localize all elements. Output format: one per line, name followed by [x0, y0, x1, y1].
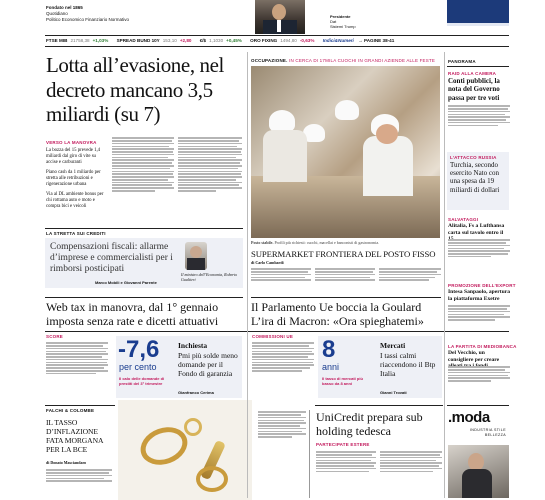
- lead-bullet-2[interactable]: Piano cash da 1 miliardo per stretta alle retribuzioni e rigenerazione urbana: [46, 170, 101, 187]
- chef-hat-3: [335, 100, 359, 120]
- credit-body: [46, 341, 108, 405]
- ticker-gold-name: ORO FIXING: [250, 38, 278, 43]
- credit-desc: Il calo delle domande di prestiti del 3° trimestre: [119, 376, 165, 386]
- sidebar-title-4[interactable]: Intesa Sanpaolo, apertura la piattaforma Exetre: [448, 289, 511, 302]
- sidebar-box-turchia[interactable]: [447, 152, 509, 210]
- model-body: [462, 469, 492, 498]
- supermarket-author: di Carlo Cambardi: [251, 260, 284, 265]
- brand-box-stripe: [447, 23, 509, 26]
- ticker-ftse-value: 21758,38: [70, 38, 90, 43]
- ticker-eur-name: €/$: [199, 38, 207, 43]
- unicredit-body-1: [316, 450, 376, 498]
- founded-text: Fondato nel 1865: [46, 5, 83, 10]
- supermarket-headline[interactable]: SUPERMARKET FRONTIERA DEL POSTO FISSO: [251, 249, 436, 259]
- chef-hat-1: [269, 110, 295, 132]
- commissions-body: [252, 341, 314, 401]
- ticker-gold-change: -0,63%: [299, 38, 315, 43]
- credit-box[interactable]: [116, 336, 242, 398]
- sidebar-title-2[interactable]: Turchia, secondo esercito Nato con una spesa da 19 miliardi di dollari: [450, 161, 500, 194]
- stretta-authors: Marco Mobili e Giovanni Parente: [95, 280, 157, 285]
- commissions-unit: anni: [322, 362, 340, 372]
- sidebar-title-1[interactable]: Conti pubblici, la nota del Governo passa per tre voti: [448, 77, 500, 102]
- moda-sub: INDUSTRIA STILE BELLEZZA: [469, 428, 506, 437]
- jewelry-ad: [118, 400, 252, 500]
- minister-suit: [187, 258, 205, 270]
- credit-author: Gianfranco Cerima: [178, 390, 214, 395]
- sidebar-kicker-5: LA PARTITA DI MEDIOBANCA: [448, 344, 517, 349]
- minister-face: [190, 246, 202, 258]
- falchi-headline[interactable]: IL TASSO D’INFLAZIONE FATA MORGANA PER LA BCE: [46, 418, 103, 454]
- minister-caption: Il ministro dell’Economia, Roberto Gualtieri: [181, 272, 238, 282]
- sidebar-kicker-4: PROMOZIONE DELL’EXPORT: [448, 283, 516, 288]
- ticker-spread-name: SPREAD BUND 10Y: [116, 38, 160, 43]
- sidebar-section: PANORAMA: [448, 59, 476, 64]
- ticker-ftse-change: +1,03%: [92, 38, 109, 43]
- vertical-ad-strip: [258, 410, 310, 498]
- chefs-photo: [251, 66, 440, 238]
- credit-kicker: SCORE: [46, 334, 64, 339]
- lead-body-col1: [112, 136, 174, 222]
- credit-head: Inchiesta: [178, 341, 208, 350]
- sidebar-body-3: [448, 238, 510, 278]
- sidebar-kicker-1: RAID ALLA CAMERA: [448, 71, 497, 76]
- sidebar-kicker-3: SALVATAGGI: [448, 217, 479, 222]
- chef-body-2: [263, 130, 307, 182]
- commissions-head: Mercati: [380, 341, 406, 350]
- photo-caption-text: Profili più richiesti: cuochi, macellai e banconisti di gastronomia.: [274, 240, 380, 245]
- shirt-shape: [277, 20, 281, 32]
- stretta-kicker: LA STRETTA SUI CREDITI: [46, 231, 106, 236]
- lead-bullets: [46, 148, 106, 210]
- face-shape: [272, 4, 286, 20]
- ticker-gold-value: 1494,80: [280, 38, 297, 43]
- masthead-portrait: [255, 0, 305, 34]
- unicredit-kicker: PARTECIPATE ESTERE: [316, 442, 370, 447]
- commissions-desc: Il tasso di mercati più basso da 8 anni: [322, 376, 363, 386]
- falchi-body: [46, 468, 112, 498]
- unicredit-headline[interactable]: UniCredit prepara sub holding tedesca: [316, 410, 423, 438]
- sidebar-title-5[interactable]: Del Vecchio, un consigliere per creare: [448, 350, 500, 363]
- gold-small-ring-shape: [184, 418, 202, 436]
- paper-type: Quotidiano: [46, 11, 68, 16]
- lead-headline[interactable]: Lotta all’evasione, nel decreto mancano 3,5 miliardi (su 7): [46, 53, 224, 126]
- moda-logo[interactable]: .moda: [448, 409, 490, 426]
- lead-bullet-3[interactable]: Via al DL ambiente bonus per chi rottama auto e moto e compra bici e veicoli: [46, 192, 104, 209]
- president-name: Dat: [330, 19, 337, 24]
- ticker-eur-change: +0,45%: [226, 38, 242, 43]
- indices-link[interactable]: Indici&Numeri: [322, 38, 354, 43]
- photo-caption: Posto stabile. Profili più richiesti: cuochi, macellai e banconisti di gastronomia.: [251, 240, 380, 245]
- paper-subtitle: Politico Economico Finanziario Normativo: [46, 17, 130, 22]
- ticker-eur-value: 1,1030: [209, 38, 224, 43]
- commissions-kicker: COMMISSIONI UE: [252, 334, 294, 339]
- falchi-author: di Donato Masciandaro: [46, 460, 87, 465]
- chef-face: [376, 124, 398, 144]
- gold-chain-shape: [196, 466, 228, 492]
- brand-box: [447, 0, 509, 26]
- stretta-box[interactable]: [45, 238, 243, 288]
- parliament-headline[interactable]: Il Parlamento Ue boccia la Goulard L’ira di Macron: «Ora spieghatemi»: [251, 300, 424, 328]
- strip-body: [258, 410, 306, 498]
- credit-unit: per cento: [119, 362, 157, 372]
- falchi-kicker: FALCHI & COLOMBE: [46, 408, 95, 413]
- commissions-box[interactable]: [318, 336, 442, 398]
- masthead-info: [46, 5, 206, 23]
- supermarket-body-1: [251, 267, 311, 297]
- photo-kicker: [251, 58, 441, 63]
- commissions-big-number: 8: [322, 336, 336, 363]
- ticker-spread-value: 153,10: [162, 38, 177, 43]
- credit-big-number: -7,6: [118, 336, 160, 363]
- stretta-headline[interactable]: Compensazioni fiscali: allarme d’imprese e commercialisti per i rimborsi posticipati: [50, 242, 173, 274]
- photo-kicker-sub: IN CERCA DI 17MILA CUOCHI IN GRANDI AZIENDE ALLE FESTE: [289, 58, 436, 63]
- sidebar-title-3[interactable]: Alitalia, Fs a Lufthansa carta sul tavolo entro il: [448, 223, 505, 236]
- sidebar-body-1: [448, 104, 510, 148]
- supermarket-body-3: [379, 267, 441, 297]
- minister-photo: [185, 242, 207, 270]
- sidebar-body-4: [448, 304, 510, 340]
- lead-body-col2: [178, 136, 242, 222]
- lead-kicker: VERSO LA MANOVRA: [46, 140, 97, 145]
- moda-photo: [448, 445, 509, 498]
- commissions-author: Gianni Trovati: [380, 390, 407, 395]
- chef-body: [363, 136, 413, 196]
- ticker-pages: → PAGINE 38-41: [358, 38, 395, 43]
- unicredit-body-2: [380, 450, 442, 498]
- president-sub: Sistemi Trump: [330, 24, 356, 29]
- sidebar-kicker-2: L’ATTACCO RUSSIA: [450, 155, 497, 160]
- lead-bullet-1[interactable]: La bozza del 15 prevede 1,4 miliardi dal giro di vite su accise e carburanti: [46, 148, 101, 165]
- commissions-title[interactable]: I tassi calmi riaccendono il Btp Italia: [380, 351, 436, 378]
- market-ticker: [46, 37, 510, 45]
- photo-kicker-main: OCCUPAZIONE.: [251, 58, 288, 63]
- supermarket-body-2: [315, 267, 375, 297]
- ticker-ftse-name: FTSE MIB: [46, 38, 68, 43]
- president-block: [330, 14, 370, 29]
- credit-title[interactable]: Pmi più solde meno domande per il Fondo di garanzia: [178, 351, 238, 378]
- president-label: Presidente: [330, 14, 351, 19]
- webtax-headline[interactable]: Web tax in manovra, dal 1° gennaio imposta senza rate e dicetti attuativi: [46, 300, 219, 328]
- sidebar-body-5: [448, 365, 510, 401]
- ticker-spread-change: +2,80: [179, 38, 192, 43]
